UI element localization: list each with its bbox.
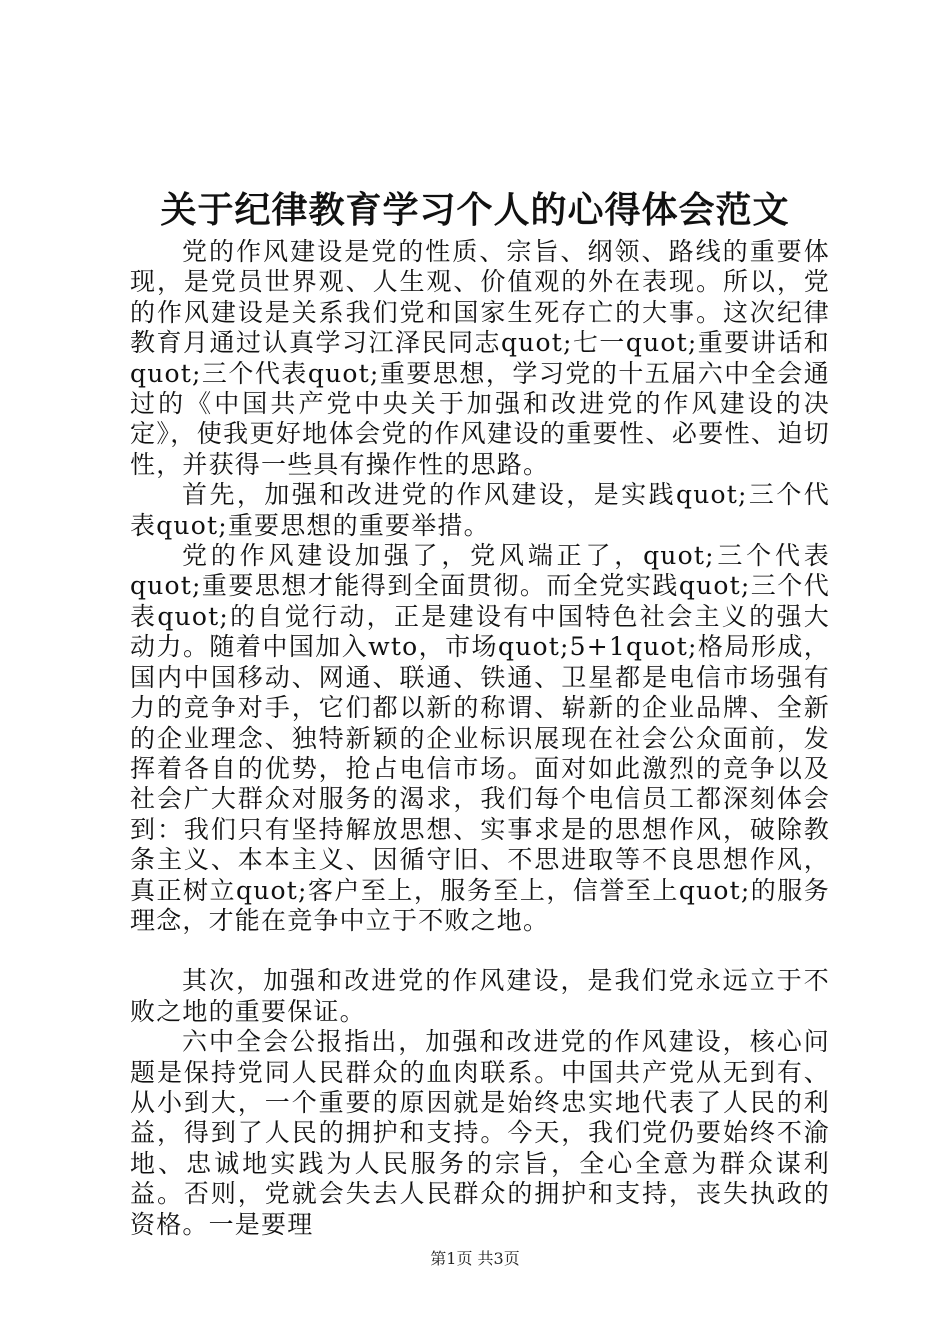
paragraph: 其次，加强和改进党的作风建设，是我们党永远立于不败之地的重要保证。 — [130, 966, 830, 1026]
paragraph: 首先，加强和改进党的作风建设，是实践quot;三个代表quot;重要思想的重要举措。 — [130, 480, 830, 540]
paragraph: 党的作风建设加强了，党风端正了，quot;三个代表quot;重要思想才能得到全面贯彻。而全党实践quot;三个代表quot;的自觉行动，正是建设有中国特色社会主义的强大动力。随着中国加入wto，市场quot;5+1quot;格局形成，国内中国移动、网通、联通、铁通、卫星都是电信市场强有力的竞争对手，它们都以新的称谓、崭新的企业品牌、全新的企业理念、独特新颖的企业标识展现在社会公众面前，发挥着各自的优势，抢占电信市场。面对如此激烈的竞争以及社会广大群众对服务的渴求，我们每个电信员工都深刻体会到：我们只有坚持解放思想、实事求是的思想作风，破除教条主义、本本主义、因循守旧、不思进取等不良思想作风，真正树立quot;客户至上，服务至上，信誉至上quot;的服务理念，才能在竞争中立于不败之地。 — [130, 541, 830, 935]
paragraph: 六中全会公报指出，加强和改进党的作风建设，核心问题是保持党同人民群众的血肉联系。中国共产党从无到有、从小到大，一个重要的原因就是始终忠实地代表了人民的利益，得到了人民的拥护和支持。今天，我们党仍要始终不渝地、忠诚地实践为人民服务的宗旨，全心全意为群众谋利益。否则，党就会失去人民群众的拥护和支持，丧失执政的资格。一是要理 — [130, 1027, 830, 1239]
document-body — [130, 237, 830, 1240]
page-number-footer: 第1页 共3页 — [430, 1249, 520, 1268]
paragraph-spacer — [130, 936, 830, 966]
document-title: 关于纪律教育学习个人的心得体会范文 — [160, 189, 790, 231]
paragraph: 党的作风建设是党的性质、宗旨、纲领、路线的重要体现，是党员世界观、人生观、价值观的外在表现。所以，党的作风建设是关系我们党和国家生死存亡的大事。这次纪律教育月通过认真学习江泽民同志quot;七一quot;重要讲话和quot;三个代表quot;重要思想，学习党的十五届六中全会通过的《中国共产党中央关于加强和改进党的作风建设的决定》，使我更好地体会党的作风建设的重要性、必要性、迫切性，并获得一些具有操作性的思路。 — [130, 237, 830, 479]
